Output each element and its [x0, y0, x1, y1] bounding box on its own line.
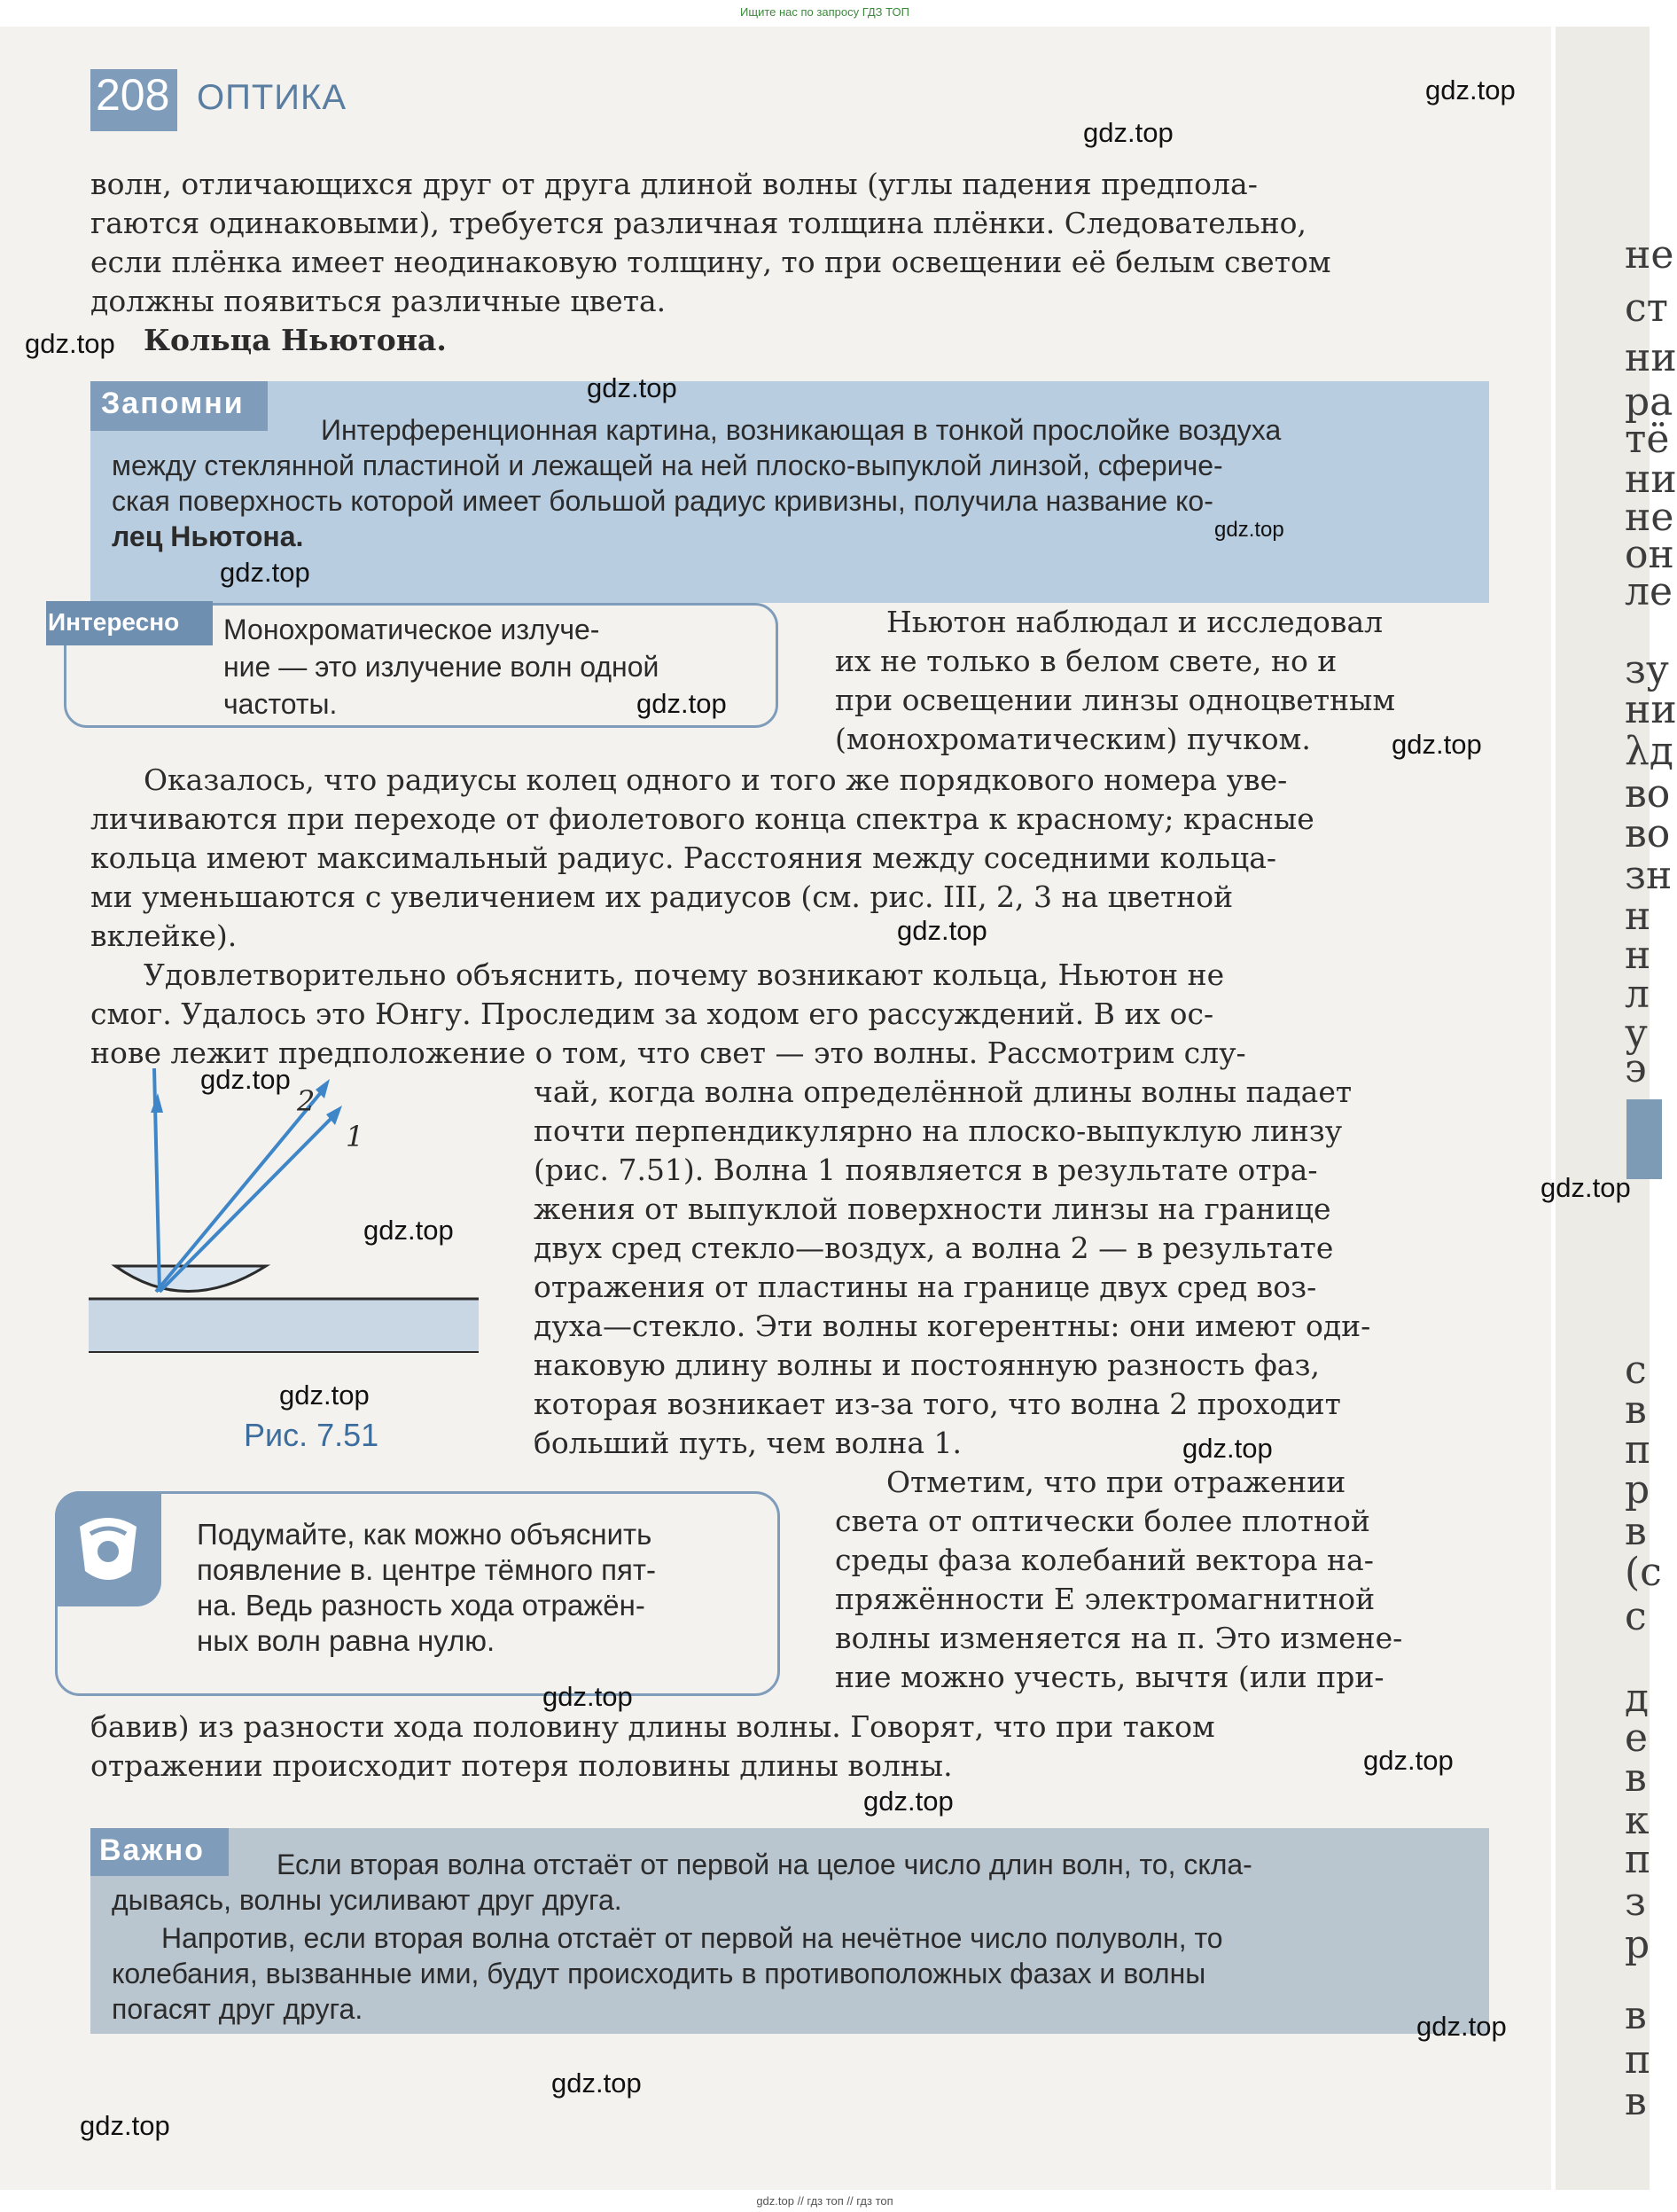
- watermark: gdz.top: [863, 1786, 954, 1817]
- next-page-fragment: ст: [1625, 285, 1668, 331]
- next-page-fragment: (с: [1625, 1550, 1662, 1595]
- text-line: почти перпендикулярно на плоско-выпуклую линзу: [534, 1114, 1343, 1148]
- important-label: Важно: [99, 1833, 205, 1867]
- important-line: Напротив, если вторая волна отстаёт от первой на нечётное число полуволн, то: [161, 1922, 1223, 1954]
- next-page-fragment: к: [1625, 1798, 1650, 1843]
- next-page-fragment: д: [1625, 1676, 1650, 1721]
- text-line: Оказалось, что радиусы колец одного и того же порядкового номера уве-: [144, 762, 1288, 797]
- text-line: жения от выпуклой поверхности линзы на границе: [534, 1192, 1331, 1226]
- watermark: gdz.top: [1540, 1172, 1631, 1203]
- text-line: среды фаза колебаний вектора на-: [835, 1543, 1374, 1577]
- next-page-fragment: не: [1625, 495, 1674, 540]
- next-page-fragment: тё: [1625, 417, 1670, 462]
- text-line: ми уменьшаются с увеличением их радиусов (см. рис. III, 2, 3 на цветной: [90, 879, 1234, 914]
- next-page-fragment: р: [1625, 1467, 1650, 1512]
- watermark: gdz.top: [25, 328, 115, 359]
- remember-line: между стеклянной пластиной и лежащей на ней плоско-выпуклой линзой, сфериче-: [112, 449, 1223, 481]
- top-note: Ищите нас по запросу ГДЗ ТОП: [740, 5, 909, 19]
- glass-plate: [89, 1299, 479, 1352]
- next-page-fragment: ни: [1625, 687, 1677, 732]
- next-page-fragment: в: [1625, 1755, 1647, 1801]
- text-line: личиваются при переходе от фиолетового конца спектра к красному; красные: [90, 801, 1314, 836]
- important-line: погасят друг друга.: [112, 1993, 363, 2025]
- next-page-fragment: п: [1625, 1427, 1651, 1473]
- text-line: (рис. 7.51). Волна 1 появляется в результате отра-: [534, 1153, 1318, 1187]
- text-line: нове лежит предположение о том, что свет — это волны. Рассмотрим слу-: [90, 1036, 1246, 1070]
- interesting-label: Интересно: [48, 608, 180, 636]
- text-line: которая возникает из-за того, что волна 2 проходит: [534, 1387, 1341, 1421]
- text-line: духа—стекло. Эти волны когерентны: они имеют оди-: [534, 1309, 1371, 1343]
- watermark: gdz.top: [80, 2110, 170, 2141]
- next-page-fragment: п: [1625, 1837, 1651, 1882]
- text-line: бавив) из разности хода половину длины волны. Говорят, что при таком: [90, 1709, 1215, 1744]
- watermark: gdz.top: [1416, 2011, 1507, 2042]
- text-line: отражения от пластины на границе двух сред воз-: [534, 1270, 1317, 1304]
- figure-caption: Рис. 7.51: [244, 1417, 379, 1453]
- watermark: gdz.top: [1363, 1745, 1454, 1776]
- text-line: двух сред стекло—воздух, а волна 2 — в результате: [534, 1231, 1334, 1265]
- incident-arrow: [151, 1093, 163, 1113]
- wave-2-label: 2: [297, 1084, 316, 1118]
- important-line: колебания, вызванные ими, будут происходить в противоположных фазах и волны: [112, 1958, 1206, 1989]
- next-page-fragment: е: [1625, 1716, 1649, 1761]
- watermark: gdz.top: [636, 688, 727, 719]
- think-line: ных волн равна нулю.: [197, 1624, 495, 1657]
- next-page-fragment: р: [1625, 1922, 1650, 1967]
- watermark: gdz.top: [1392, 729, 1482, 760]
- text-line: должны появиться различные цвета.: [90, 284, 667, 318]
- next-page-fragment: ра: [1625, 379, 1673, 425]
- interesting-line: Монохроматическое излуче-: [223, 614, 600, 645]
- interesting-line: частоты.: [223, 688, 338, 720]
- next-page-fragment: ле: [1625, 569, 1673, 614]
- text-line: волны изменяется на π. Это измене-: [835, 1621, 1403, 1655]
- thinking-head-icon: [55, 1491, 161, 1606]
- watermark: gdz.top: [542, 1681, 633, 1712]
- next-page-fragment: в: [1625, 1509, 1647, 1554]
- wave-1-label: 1: [346, 1120, 364, 1153]
- watermark: gdz.top: [897, 915, 987, 946]
- text-line: больший путь, чем волна 1.: [534, 1426, 962, 1460]
- page-number: 208: [96, 70, 170, 120]
- watermark: gdz.top: [200, 1064, 291, 1095]
- think-line: на. Ведь разность хода отражён-: [197, 1589, 645, 1622]
- remember-line: ская поверхность которой имеет большой радиус кривизны, получила название ко-: [112, 485, 1213, 517]
- text-line: их не только в белом свете, но и: [835, 644, 1338, 678]
- text-line: света от оптически более плотной: [835, 1504, 1370, 1538]
- text-line: чай, когда волна определённой длины волны падает: [534, 1075, 1353, 1109]
- text-line: наковую длину волны и постоянную разность фаз,: [534, 1348, 1320, 1382]
- next-page-fragment: с: [1625, 1348, 1647, 1393]
- important-line: Если вторая волна отстаёт от первой на целое число длин волн, то, скла-: [277, 1849, 1252, 1880]
- text-line: ние можно учесть, вычтя (или при-: [835, 1660, 1384, 1694]
- text-line: (монохроматическим) пучком.: [835, 722, 1311, 756]
- next-page-fragment: в: [1625, 1993, 1647, 2038]
- next-page-fragment: н: [1625, 933, 1651, 978]
- watermark: gdz.top: [1214, 518, 1284, 542]
- next-page-fragment: в: [1625, 1387, 1647, 1433]
- next-page-fragment: зу: [1625, 647, 1669, 692]
- text-line: волн, отличающихся друг от друга длиной волны (углы падения предпола-: [90, 167, 1258, 201]
- watermark: gdz.top: [279, 1380, 370, 1411]
- think-line: Подумайте, как можно объяснить: [197, 1518, 652, 1551]
- next-page-fragment: он: [1625, 532, 1674, 577]
- important-line: дываясь, волны усиливают друг друга.: [112, 1884, 622, 1916]
- bottom-note: gdz.top // гдз топ // гдз топ: [756, 2194, 893, 2208]
- next-page-edge: [1556, 27, 1677, 2190]
- text-line: если плёнка имеет неодинаковую толщину, то при освещении её белым светом: [90, 245, 1331, 279]
- next-page-fragment: зн: [1625, 853, 1673, 898]
- next-page-fragment: л: [1625, 972, 1650, 1017]
- next-page-fragment: ни: [1625, 335, 1677, 380]
- text-line: пряжённости E электромагнитной: [835, 1582, 1376, 1616]
- text-line: вклейке).: [90, 918, 238, 953]
- text-line: смог. Удалось это Юнгу. Проследим за ходом его рассуждений. В их ос-: [90, 997, 1214, 1031]
- next-page-fragment: э: [1625, 1046, 1647, 1091]
- text-line: при освещении линзы одноцветным: [835, 683, 1396, 717]
- text-line: Ньютон наблюдал и исследовал: [886, 605, 1384, 639]
- next-page-tab: [1626, 1099, 1662, 1179]
- next-page-fragment: λд: [1625, 729, 1673, 774]
- remember-line: Интерференционная картина, возникающая в тонкой прослойке воздуха: [321, 414, 1282, 446]
- next-page-fragment: з: [1625, 1880, 1646, 1925]
- text-line: кольца имеют максимальный радиус. Расстояния между соседними кольца-: [90, 840, 1277, 875]
- next-page-fragment: не: [1625, 232, 1674, 277]
- watermark: gdz.top: [1425, 74, 1516, 106]
- next-page-fragment: у: [1625, 1011, 1648, 1056]
- text-line: отражении происходит потеря половины длины волны.: [90, 1748, 953, 1783]
- watermark: gdz.top: [1083, 117, 1174, 148]
- text-line: гаются одинаковыми), требуется различная толщина плёнки. Следовательно,: [90, 206, 1307, 240]
- next-page-fragment: с: [1625, 1594, 1647, 1639]
- watermark: gdz.top: [220, 557, 310, 588]
- next-page-fragment: в: [1625, 2079, 1647, 2124]
- next-page-fragment: во: [1625, 771, 1671, 817]
- interesting-line: ние — это излучение волн одной: [223, 651, 659, 683]
- plano-convex-lens: [115, 1266, 266, 1292]
- watermark: gdz.top: [551, 2067, 642, 2099]
- remember-label: Запомни: [101, 387, 245, 420]
- watermark: gdz.top: [363, 1215, 454, 1246]
- next-page-fragment: п: [1625, 2037, 1651, 2083]
- text-line: Отметим, что при отражении: [886, 1465, 1346, 1499]
- watermark: gdz.top: [587, 372, 677, 403]
- section-title: ОПТИКА: [197, 78, 347, 117]
- watermark: gdz.top: [1182, 1433, 1273, 1464]
- next-page-fragment: ни: [1625, 457, 1677, 502]
- next-page-fragment: н: [1625, 894, 1651, 939]
- remember-line: лец Ньютона.: [112, 520, 304, 552]
- subheading: Кольца Ньютона.: [144, 323, 447, 357]
- think-line: появление в. центре тёмного пят-: [197, 1553, 657, 1586]
- text-line: Удовлетворительно объяснить, почему возникают кольца, Ньютон не: [144, 957, 1225, 992]
- next-page-fragment: во: [1625, 811, 1671, 856]
